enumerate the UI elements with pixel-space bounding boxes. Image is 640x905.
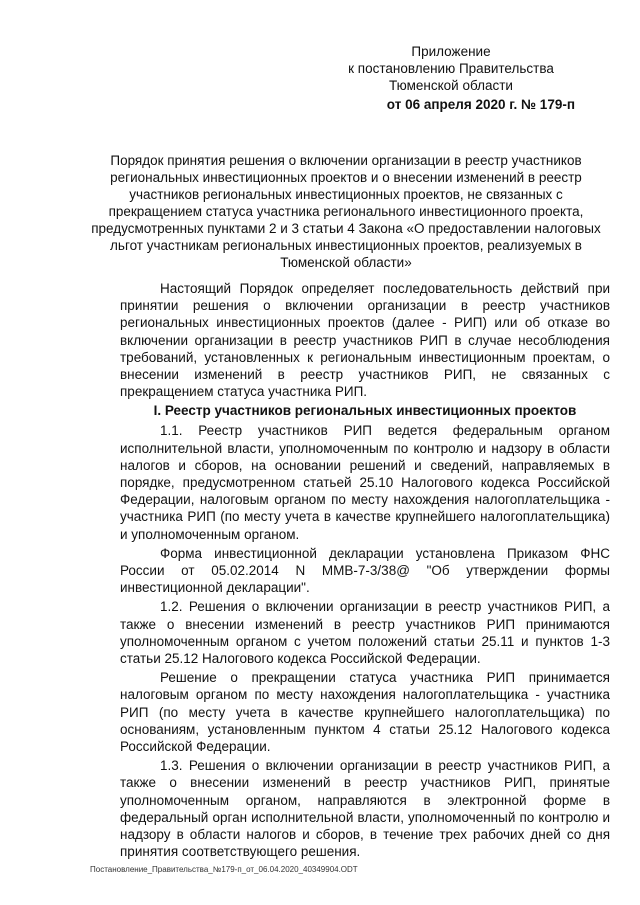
document-body	[120, 280, 610, 863]
paragraph-1-3: 1.3. Решения о включении организации в реестр участников РИП, а также о внесении изменений в реестр участников РИП, принятые уполномоченным органом, направляются в электронной форме в федеральный орган исполнительной власти, уполномоченный по контролю и надзору в области налогов и сборов, в течение трех рабочих дней со дня принятия соответствующего решения.	[120, 758, 610, 860]
paragraph-1-2: 1.2. Решения о включении организации в реестр участников РИП, а также о внесении изменений в реестр участников РИП принимаются уполномоченным органом с учетом положений статьи 25.11 и пунктов 1-3 статьи 25.12 Налогового кодекса Российской Федерации.	[120, 599, 610, 667]
appendix-block	[321, 43, 581, 113]
appendix-decree-number: от 06 апреля 2020 г. № 179-п	[386, 97, 575, 112]
paragraph-status-termination: Решение о прекращении статуса участника РИП принимается налоговым органом по месту нахождения налогоплательщика - участника РИП (по месту учета в качестве крупнейшего налогоплательщика) по основаниям, установленным пунктом 4 статьи 25.12 Налогового кодекса Российской Федерации.	[120, 670, 610, 755]
paragraph-1-1: 1.1. Реестр участников РИП ведется федеральным органом исполнительной власти, уполномоченным по контролю и надзору в области налогов и сборов, на основании решений и сведений, направляемых в порядке, предусмотренном статьей 25.10 Налогового кодекса Российской Федерации, налоговым органом по месту нахождения налогоплательщика - участника РИП (по месту учета в качестве крупнейшего налогоплательщика) и уполномоченным органом.	[120, 423, 610, 542]
appendix-label: Приложение	[411, 44, 491, 59]
document-title: Порядок принятия решения о включении организации в реестр участников региональных инвестиционных проектов и о внесении изменений в реестр участников региональных инвестиционных проектов, не связанных с прекращением статуса участника регионального инвестиционного проекта, предусмотренных пунктами 2 и 3 статьи 4 Закона «О предоставлении налоговых льгот участникам региональных инвестиционных проектов, реализуемых в Тюменской области»	[91, 153, 601, 270]
paragraph-declaration-form: Форма инвестиционной декларации установлена Приказом ФНС России от 05.02.2014 N ММВ-7-3/38@ "Об утверждении формы инвестиционной декларации".	[120, 545, 610, 596]
section-heading: I. Реестр участников региональных инвестиционных проектов	[153, 403, 577, 419]
appendix-resolution-line: к постановлению Правительства	[348, 61, 554, 76]
intro-paragraph: Настоящий Порядок определяет последовательность действий при принятии решения о включении организации в реестр участников региональных инвестиционных проектов (далее - РИП) или об отказе во включении организации в реестр участников РИП в случае несоблюдения требований, установленных к региональным инвестиционным проектам, о внесении изменений в реестр участников РИП, не связанных с прекращением статуса участника РИП.	[120, 281, 610, 400]
footer-filename: Постановление_Правительства_№179-п_от_06.04.2020_40349904.ODT	[90, 865, 358, 874]
appendix-region-line: Тюменской области	[389, 78, 513, 93]
